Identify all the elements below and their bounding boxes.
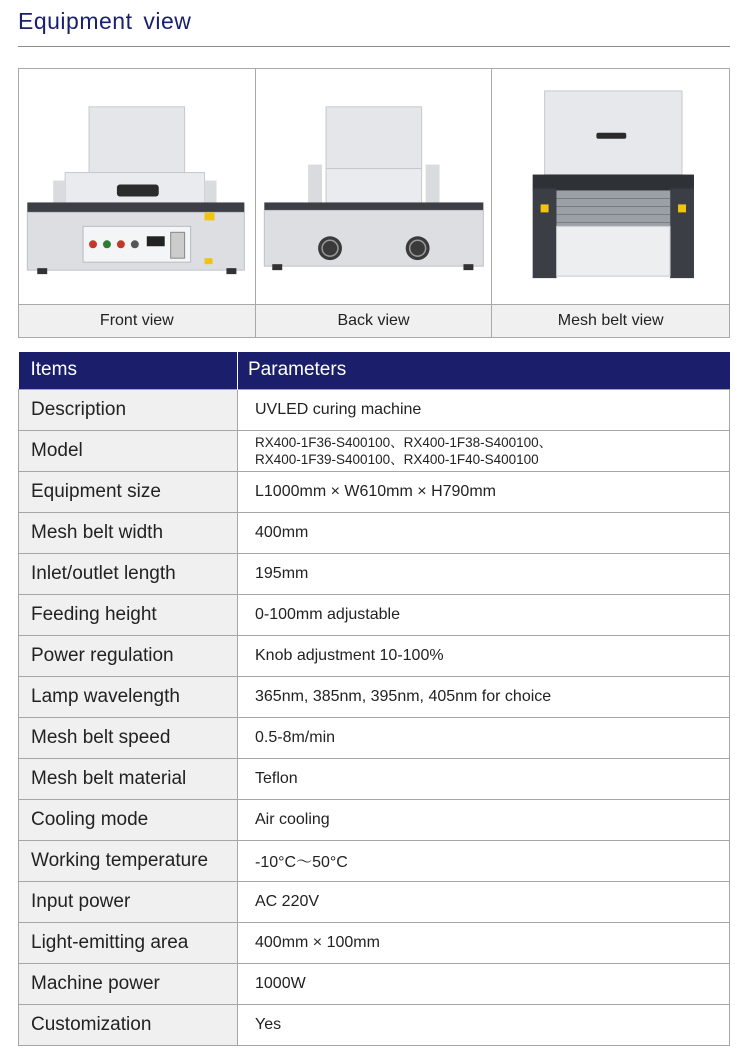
table-row [19,471,730,512]
table-row [19,389,730,430]
back-view-image [256,69,493,305]
row-label: Working temperature [19,840,238,881]
row-value: 365nm, 385nm, 395nm, 405nm for choice [238,676,730,717]
table-row [19,799,730,840]
table-row [19,881,730,922]
row-value: L1000mm × W610mm × H790mm [238,471,730,512]
title-divider [18,46,730,47]
back-view-machine-illustration [256,69,492,304]
mesh-belt-view-caption: Mesh belt view [492,305,729,337]
row-value: 400mm × 100mm [238,922,730,963]
table-row [19,1004,730,1045]
row-label: Mesh belt material [19,758,238,799]
row-value: Knob adjustment 10-100% [238,635,730,676]
row-label: Description [19,389,238,430]
table-row [19,676,730,717]
row-label: Cooling mode [19,799,238,840]
parameters-column-header: Parameters [238,352,730,389]
row-label: Mesh belt speed [19,717,238,758]
row-value: Air cooling [238,799,730,840]
row-value: 0.5-8m/min [238,717,730,758]
row-value: 195mm [238,553,730,594]
mesh-belt-view-image [492,69,729,305]
front-view-image [19,69,256,305]
table-row [19,635,730,676]
table-row [19,922,730,963]
table-row [19,963,730,1004]
row-value: 0-100mm adjustable [238,594,730,635]
page-title: Equipment view [18,8,192,34]
row-label: Light-emitting area [19,922,238,963]
row-label: Machine power [19,963,238,1004]
row-label: Mesh belt width [19,512,238,553]
table-row [19,430,730,471]
equipment-gallery [18,68,730,338]
mesh-belt-machine-illustration [492,69,729,304]
front-view-caption: Front view [19,305,256,337]
row-value: AC 220V [238,881,730,922]
table-header-row [19,352,730,389]
row-label: Inlet/outlet length [19,553,238,594]
row-value: Teflon [238,758,730,799]
row-label: Equipment size [19,471,238,512]
row-value [238,430,730,471]
back-view-caption: Back view [256,305,493,337]
row-label: Input power [19,881,238,922]
model-line-2: RX400-1F39-S400100、RX400-1F40-S400100 [255,451,539,467]
model-line-1: RX400-1F36-S400100、RX400-1F38-S400100、 [255,434,553,450]
row-label: Model [19,430,238,471]
table-row [19,758,730,799]
table-row [19,512,730,553]
row-value: Yes [238,1004,730,1045]
table-row [19,840,730,881]
row-value: UVLED curing machine [238,389,730,430]
front-view-machine-illustration [19,69,255,304]
row-value: 1000W [238,963,730,1004]
row-value: 400mm [238,512,730,553]
table-row [19,594,730,635]
parameters-table [18,352,730,1046]
row-label: Customization [19,1004,238,1045]
row-value: -10°C～50°C [238,840,730,881]
row-label: Lamp wavelength [19,676,238,717]
row-label: Power regulation [19,635,238,676]
table-row [19,717,730,758]
table-row [19,553,730,594]
items-column-header: Items [19,352,238,389]
row-label: Feeding height [19,594,238,635]
